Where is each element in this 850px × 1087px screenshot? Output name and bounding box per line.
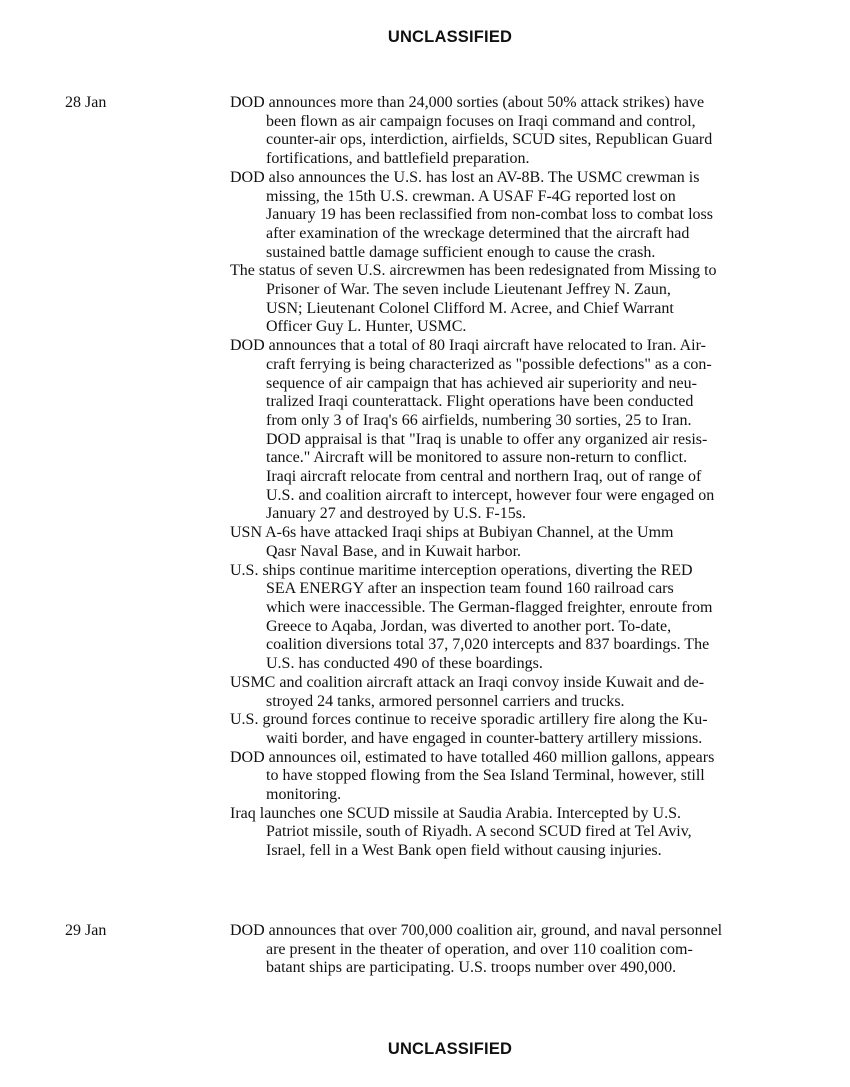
entry-line: from only 3 of Iraq's 66 airfields, numbering 30 sorties, 25 to Iran. bbox=[266, 411, 692, 429]
entry-line: DOD announces that a total of 80 Iraqi aircraft have relocated to Iran. Air- bbox=[230, 337, 706, 355]
entry-line: tralized Iraqi counterattack. Flight operations have been conducted bbox=[266, 393, 694, 411]
entry-line: craft ferrying is being characterized as "possible defections" as a con- bbox=[266, 355, 712, 373]
entry-line: U.S. ground forces continue to receive sporadic artillery fire along the Ku- bbox=[230, 711, 708, 729]
chronology-entry bbox=[230, 562, 790, 674]
entry-line: January 19 has been reclassified from non-combat loss to combat loss bbox=[266, 206, 713, 224]
entry-line: batant ships are participating. U.S. troops number over 490,000. bbox=[266, 959, 677, 977]
entry-line: Patriot missile, south of Riyadh. A second SCUD fired at Tel Aviv, bbox=[266, 823, 692, 841]
entry-line: to have stopped flowing from the Sea Island Terminal, however, still bbox=[266, 767, 705, 785]
entry-line: coalition diversions total 37, 7,020 intercepts and 837 boardings. The bbox=[266, 636, 710, 654]
entry-line: Prisoner of War. The seven include Lieutenant Jeffrey N. Zaun, bbox=[266, 281, 671, 299]
entry-line: stroyed 24 tanks, armored personnel carriers and trucks. bbox=[266, 692, 625, 710]
entry-line: sustained battle damage sufficient enough to cause the crash. bbox=[266, 243, 656, 261]
classification-header: UNCLASSIFIED bbox=[387, 28, 513, 46]
classification-footer: UNCLASSIFIED bbox=[387, 1040, 513, 1058]
chronology-entry bbox=[230, 674, 790, 711]
entry-line: which were inaccessible. The German-flagged freighter, enroute from bbox=[266, 598, 713, 616]
chronology-entry bbox=[230, 524, 790, 561]
entry-line: U.S. and coalition aircraft to intercept, however four were engaged on bbox=[266, 486, 715, 504]
entry-line: monitoring. bbox=[266, 786, 342, 804]
entry-line: DOD announces oil, estimated to have totalled 460 million gallons, appears bbox=[230, 748, 715, 766]
entry-line: are present in the theater of operation, and over 110 coalition com- bbox=[266, 940, 693, 958]
entry-line: U.S. has conducted 490 of these boardings. bbox=[266, 655, 543, 673]
day-date: 29 Jan bbox=[65, 922, 107, 939]
entry-line: Officer Guy L. Hunter, USMC. bbox=[266, 318, 467, 336]
entry-line: waiti border, and have engaged in counter-battery artillery missions. bbox=[266, 729, 703, 747]
entry-line: Greece to Aqaba, Jordan, was diverted to another port. To-date, bbox=[266, 617, 672, 635]
entry-line: SEA ENERGY after an inspection team found 160 railroad cars bbox=[266, 580, 674, 598]
entry-line: DOD announces that over 700,000 coalition air, ground, and naval personnel bbox=[230, 922, 723, 939]
day-date: 28 Jan bbox=[65, 94, 107, 111]
chronology-entry bbox=[230, 749, 790, 805]
entry-line: USMC and coalition aircraft attack an Iraqi convoy inside Kuwait and de- bbox=[230, 673, 705, 691]
entry-line: fortifications, and battlefield preparation. bbox=[266, 150, 530, 168]
entry-line: January 27 and destroyed by U.S. F-15s. bbox=[266, 505, 526, 523]
chronology-entry bbox=[230, 94, 790, 169]
entry-line: Israel, fell in a West Bank open field without causing injuries. bbox=[266, 842, 662, 860]
entry-line: Qasr Naval Base, and in Kuwait harbor. bbox=[266, 542, 522, 560]
entry-line: counter-air ops, interdiction, airfields, SCUD sites, Republican Guard bbox=[266, 131, 713, 149]
entry-line: after examination of the wreckage determined that the aircraft had bbox=[266, 224, 690, 242]
entry-line: DOD appraisal is that "Iraq is unable to offer any organized air resis- bbox=[266, 430, 708, 448]
entry-line: been flown as air campaign focuses on Iraqi command and control, bbox=[266, 112, 696, 130]
entry-line: Iraq launches one SCUD missile at Saudia Arabia. Intercepted by U.S. bbox=[230, 804, 681, 822]
chronology-entry bbox=[230, 922, 790, 978]
day-entries bbox=[230, 922, 790, 978]
entry-line: USN; Lieutenant Colonel Clifford M. Acree, and Chief Warrant bbox=[266, 299, 674, 317]
entry-line: Iraqi aircraft relocate from central and northern Iraq, out of range of bbox=[266, 468, 702, 486]
chronology-entry bbox=[230, 805, 790, 861]
entry-line: missing, the 15th U.S. crewman. A USAF F-4G reported lost on bbox=[266, 187, 676, 205]
entry-line: DOD announces more than 24,000 sorties (about 50% attack strikes) have bbox=[230, 94, 705, 111]
entry-line: tance." Aircraft will be monitored to assure non-return to conflict. bbox=[266, 449, 688, 467]
chronology-entry bbox=[230, 262, 790, 337]
entry-line: sequence of air campaign that has achieved air superiority and neu- bbox=[266, 374, 697, 392]
entry-line: USN A-6s have attacked Iraqi ships at Bubiyan Channel, at the Umm bbox=[230, 524, 674, 542]
entry-line: The status of seven U.S. aircrewmen has been redesignated from Missing to bbox=[230, 262, 717, 280]
chronology-entry bbox=[230, 169, 790, 263]
entry-line: U.S. ships continue maritime interception operations, diverting the RED bbox=[230, 561, 693, 579]
chronology-entry bbox=[230, 711, 790, 748]
chronology-entry bbox=[230, 337, 790, 524]
entry-line: DOD also announces the U.S. has lost an AV-8B. The USMC crewman is bbox=[230, 168, 700, 186]
day-entries bbox=[230, 94, 790, 861]
